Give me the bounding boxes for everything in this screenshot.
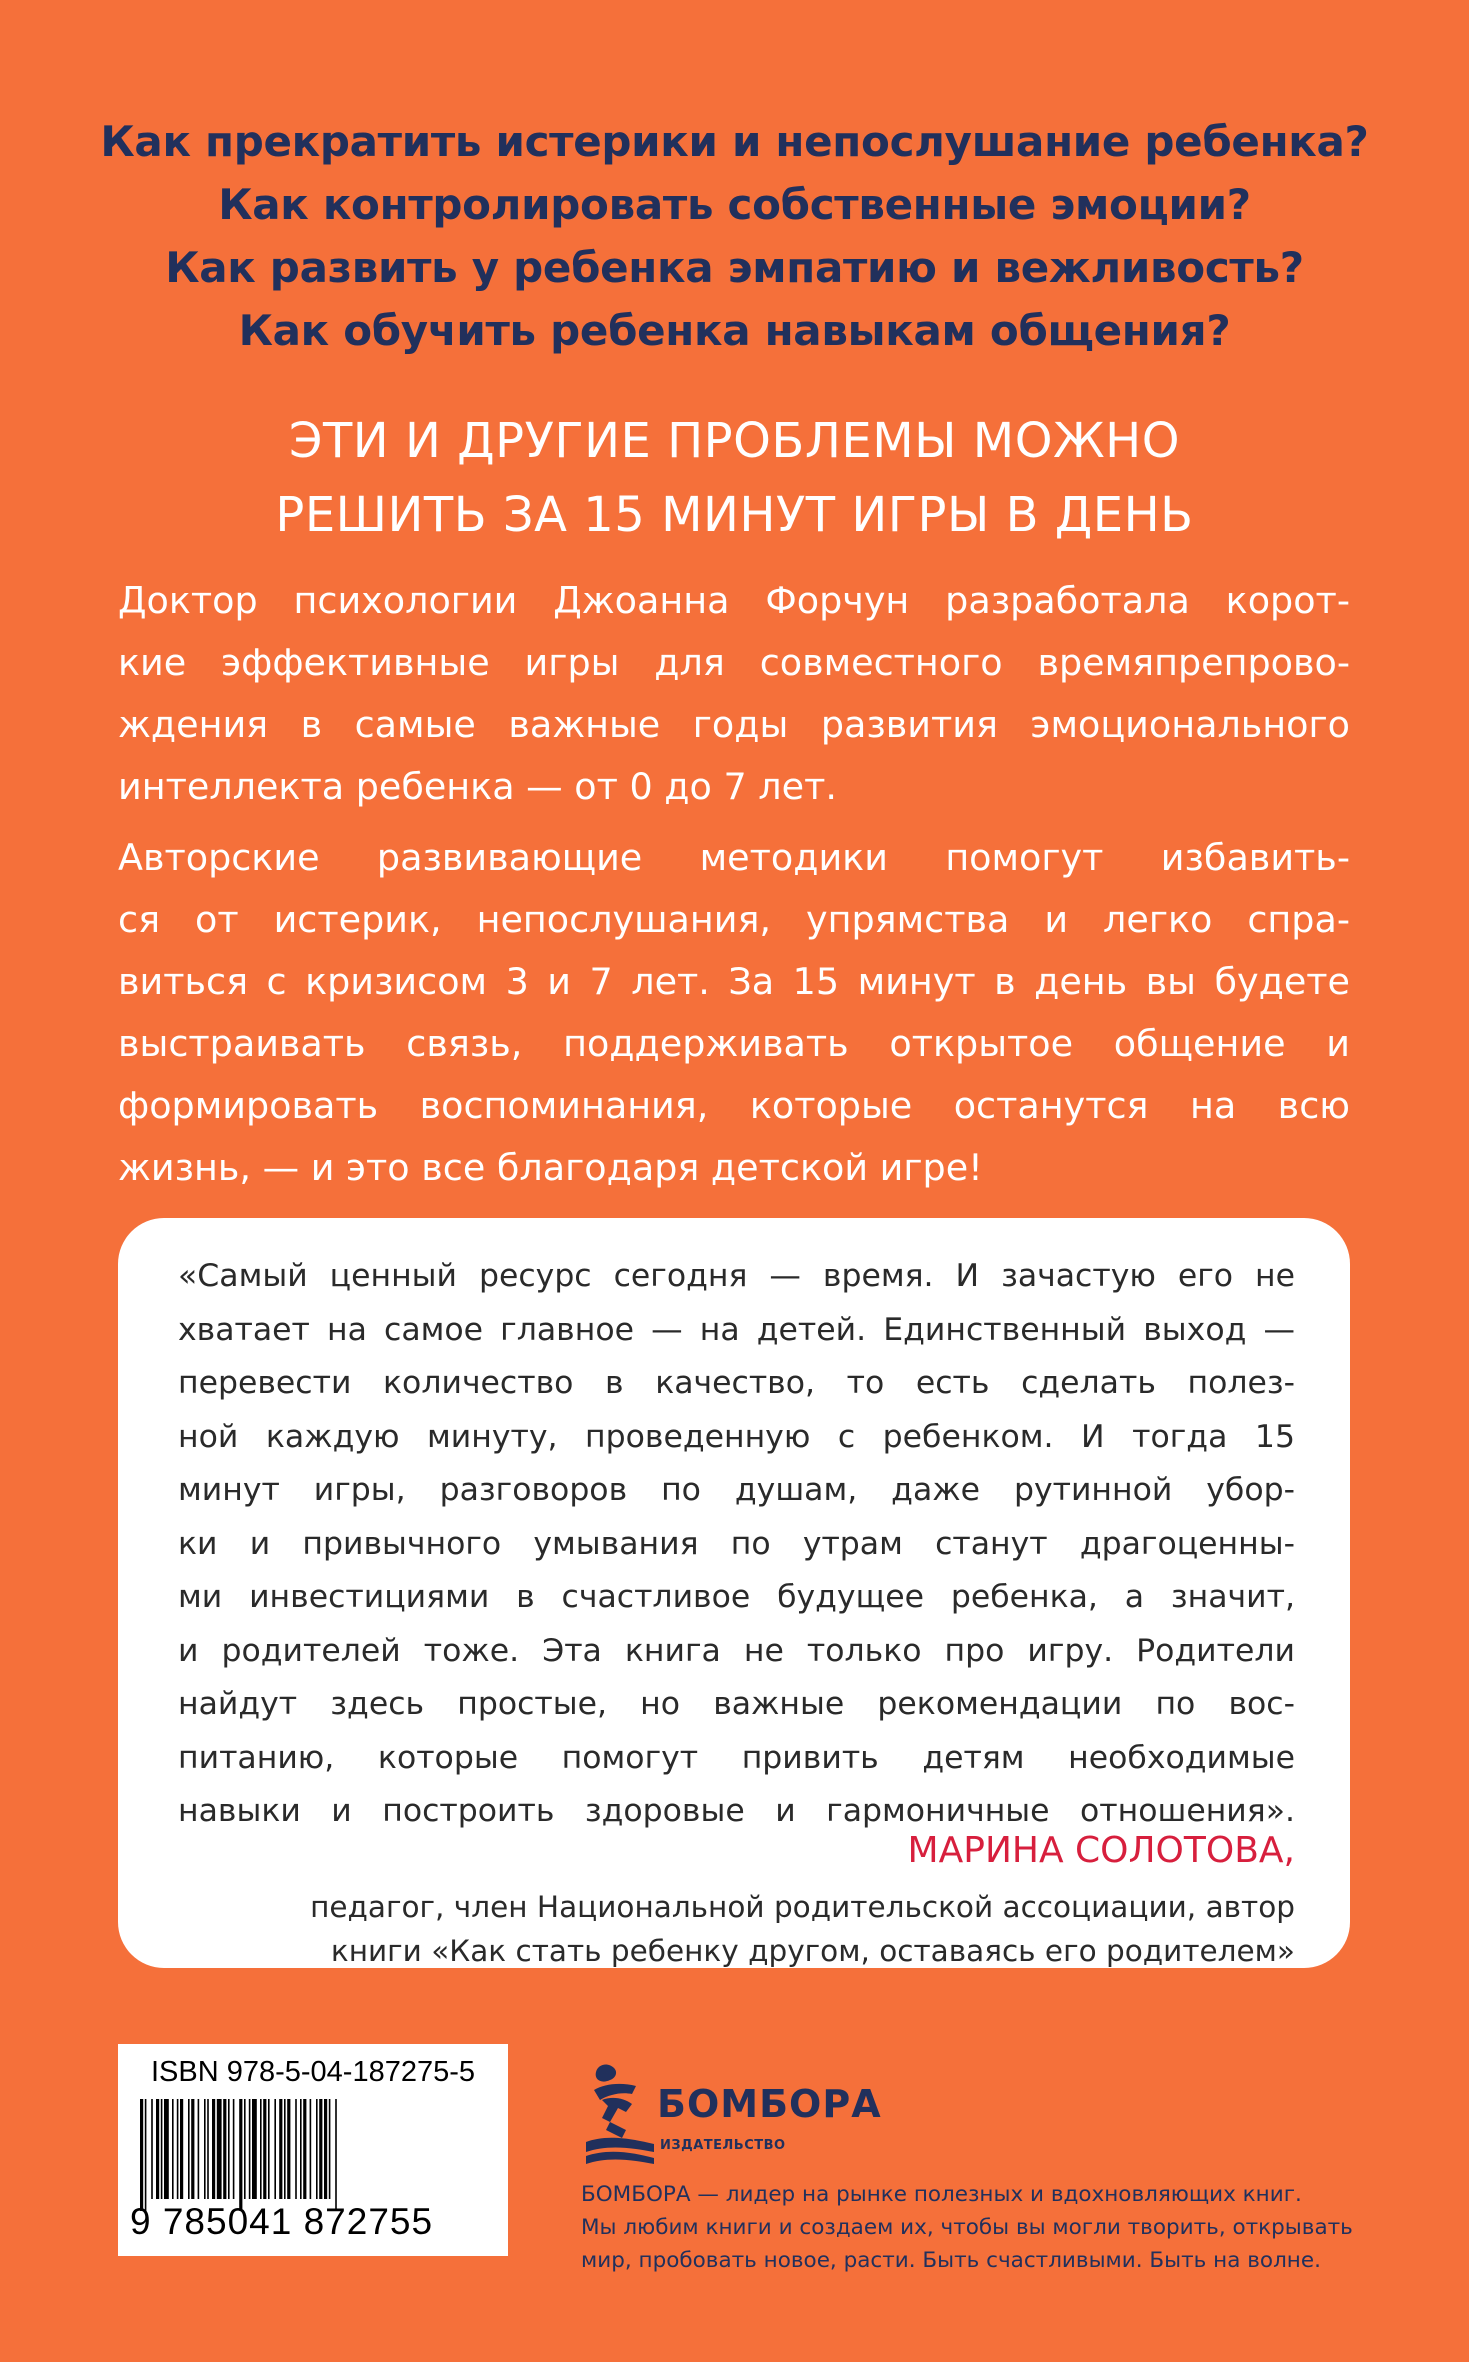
description-paragraph-2 — [118, 827, 1350, 1199]
publisher-subtitle: ИЗДАТЕЛЬСТВО — [660, 2138, 786, 2153]
quote-line: питанию, которые помогут привить детям необходимые — [178, 1739, 1295, 1776]
paragraph-line: виться с кризисом 3 и 7 лет. За 15 минут в день вы будете — [118, 960, 1350, 1003]
quote-line: перевести количество в качество, то есть сделать полез- — [178, 1365, 1295, 1401]
paragraph-line: ждения в самые важные годы развития эмоционального — [118, 703, 1350, 746]
publisher-line: БОМБОРА — лидер на рынке полезных и вдохновляющих книг. — [581, 2182, 1302, 2207]
barcode-bar — [172, 2099, 174, 2199]
question-line: Как развить у ребенка эмпатию и вежливость? — [165, 243, 1304, 292]
quote-line: хватает на самое главное — на детей. Единственный выход — — [178, 1311, 1295, 1348]
barcode-bar — [303, 2099, 306, 2199]
role-line: педагог, член Национальной родительской ассоциации, автор — [310, 1890, 1295, 1924]
barcode-bar — [156, 2099, 159, 2199]
jumping-figure-on-book-icon — [580, 2060, 660, 2170]
barcode-bar — [252, 2099, 257, 2199]
quote-line: найдут здесь простые, но важные рекомендации по вос- — [178, 1686, 1295, 1722]
question-line: Как обучить ребенка навыкам общения? — [238, 306, 1231, 355]
barcode-bar — [284, 2099, 286, 2199]
barcode-bar — [260, 2099, 262, 2199]
quote-line: навыки и построить здоровые и гармоничные отношения». — [178, 1793, 1295, 1829]
barcode-bar — [198, 2099, 200, 2199]
barcode-bar — [263, 2099, 266, 2199]
barcode-bar — [177, 2099, 179, 2199]
barcode-bar — [316, 2099, 318, 2199]
barcode-bar — [145, 2099, 147, 2211]
barcode-bar — [207, 2099, 209, 2199]
barcode-bar — [274, 2099, 276, 2199]
headline — [0, 404, 1469, 552]
quote-line: ки и привычного умывания по утрам станут драгоценны- — [178, 1525, 1295, 1562]
quote-text — [178, 1250, 1295, 1839]
barcode-bar — [204, 2099, 206, 2199]
quote-line: ми инвестициями в счастливое будущее ребенка, а значит, — [178, 1579, 1295, 1615]
publisher-name: БОМБОРА — [657, 2082, 882, 2126]
question-line: Как прекратить истерики и непослушание ребенка? — [100, 117, 1369, 166]
headline-line: ЭТИ И ДРУГИЕ ПРОБЛЕМЫ МОЖНО — [288, 413, 1181, 469]
barcode-bar — [161, 2099, 163, 2199]
barcode-bar — [329, 2099, 331, 2199]
paragraph-line: интеллекта ребенка — от 0 до 7 лет. — [118, 765, 837, 808]
barcode-bar — [164, 2099, 169, 2199]
barcode-bar — [300, 2099, 302, 2199]
role-line: книги «Как стать ребенку другом, оставаясь его родителем» — [330, 1934, 1295, 1968]
headline-line: РЕШИТЬ ЗА 15 МИНУТ ИГРЫ В ДЕНЬ — [275, 487, 1194, 543]
barcode-bar — [239, 2099, 242, 2211]
barcode-bar — [249, 2099, 251, 2199]
questions-block — [0, 110, 1469, 362]
barcode-bar — [324, 2099, 327, 2199]
quote-line: «Самый ценный ресурс сегодня — время. И зачастую его не — [178, 1258, 1295, 1294]
barcode-bar — [268, 2099, 270, 2199]
barcode-bar — [310, 2099, 312, 2199]
barcode-bar — [295, 2099, 297, 2199]
barcode-digits: 9 785041 872755 — [130, 2201, 434, 2242]
quote-author: МАРИНА СОЛОТОВА, — [907, 1830, 1295, 1871]
barcode-bar — [233, 2099, 235, 2199]
barcode-bar — [188, 2099, 190, 2199]
description-paragraph-1 — [118, 570, 1350, 818]
paragraph-line: Авторские развивающие методики помогут избавить- — [118, 836, 1350, 879]
paragraph-line: жизнь, — и это все благодаря детской игре! — [118, 1146, 983, 1189]
quote-card — [118, 1218, 1350, 1968]
barcode-bars — [136, 2099, 490, 2211]
barcode-bar — [335, 2099, 337, 2211]
isbn-barcode — [118, 2044, 508, 2256]
paragraph-line: формировать воспоминания, которые останутся на всю — [118, 1084, 1350, 1127]
quote-line: и родителей тоже. Эта книга не только про игру. Родители — [178, 1632, 1295, 1669]
barcode-bar — [279, 2099, 282, 2199]
publisher-line: Мы любим книги и создаем их, чтобы вы могли творить, открывать — [581, 2215, 1353, 2240]
quote-line: ной каждую минуту, проведенную с ребенком. И тогда 15 — [178, 1418, 1295, 1455]
paragraph-line: выстраивать связь, поддерживать открытое общение и — [118, 1022, 1350, 1065]
barcode-bar — [151, 2099, 153, 2199]
barcode-bar — [191, 2099, 194, 2199]
barcode-bar — [140, 2099, 143, 2211]
publisher-line: мир, пробовать новое, расти. Быть счастливыми. Быть на волне. — [581, 2248, 1321, 2273]
quote-line: минут игры, разговоров по душам, даже рутинной убор- — [178, 1472, 1295, 1508]
publisher-description — [581, 2178, 1351, 2277]
quote-author-role — [178, 1885, 1295, 1973]
question-line: Как контролировать собственные эмоции? — [218, 180, 1251, 229]
barcode-bar — [244, 2099, 246, 2199]
barcode-bar — [180, 2099, 183, 2199]
barcode-bar — [319, 2099, 322, 2199]
barcode-bar — [287, 2099, 290, 2199]
barcode-bar — [212, 2099, 215, 2199]
isbn-number: ISBN 978-5-04-187275-5 — [150, 2056, 476, 2088]
barcode-bar — [223, 2099, 226, 2199]
paragraph-line: кие эффективные игры для совместного времяпрепрово- — [118, 641, 1350, 684]
barcode-bar — [228, 2099, 230, 2199]
barcode-bar — [217, 2099, 222, 2199]
paragraph-line: Доктор психологии Джоанна Форчун разработала корот- — [118, 579, 1350, 622]
paragraph-line: ся от истерик, непослушания, упрямства и легко спра- — [118, 898, 1350, 941]
